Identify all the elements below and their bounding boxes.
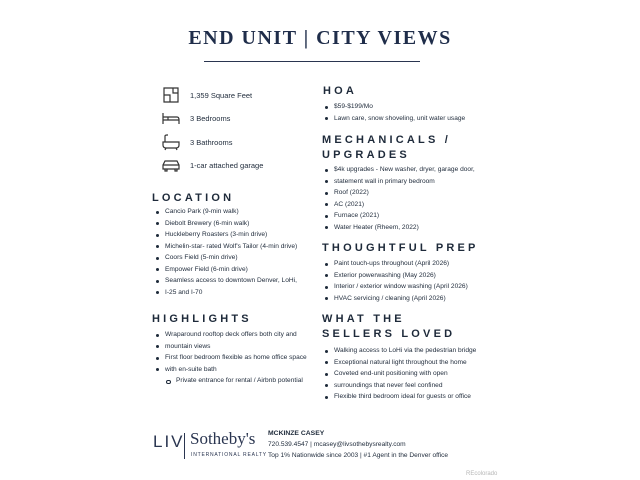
sellers-heading [322, 312, 455, 342]
list-item: Exterior powerwashing (May 2026) [323, 270, 468, 282]
list-item: Water Heater (Rheem, 2022) [323, 222, 475, 234]
feature-label: 3 Bathrooms [190, 137, 233, 147]
hoa-list [323, 101, 465, 124]
list-item: Furnace (2021) [323, 210, 475, 222]
watermark: REcolorado [466, 471, 498, 477]
list-item: Huckleberry Roasters (3-min drive) [154, 229, 297, 241]
bathtub-icon [161, 133, 181, 151]
brand-divider [184, 433, 185, 459]
list-item: Lawn care, snow shoveling, unit water usage [323, 113, 465, 125]
list-item: Exceptional natural light throughout the home [323, 357, 476, 369]
feature-label: 1,359 Square Feet [190, 90, 253, 100]
list-item: Diebolt Brewery (6-min walk) [154, 218, 297, 230]
heading-line: MECHANICALS / [322, 134, 451, 146]
feature-garage [161, 155, 263, 175]
bed-icon [161, 109, 181, 127]
list-item: mountain views [154, 341, 307, 353]
title-divider [204, 61, 420, 62]
floorplan-icon [161, 86, 181, 104]
mechanicals-heading [322, 133, 451, 163]
list-item: Seamless access to downtown Denver, LoHi, [154, 275, 297, 287]
location-list [154, 206, 297, 298]
feature-label: 1-car attached garage [190, 160, 264, 170]
location-heading: LOCATION [152, 192, 235, 204]
list-item: I-25 and I-70 [154, 287, 297, 299]
prep-list [323, 258, 468, 304]
agent-contact: 720.539.4547 | mcasey@livsothebysrealty.com [268, 441, 406, 448]
list-item: Empower Field (6-min drive) [154, 264, 297, 276]
agent-name: MCKINZE CASEY [268, 430, 325, 437]
list-item: with en-suite bath [154, 364, 307, 376]
list-item: Interior / exterior window washing (April 2026) [323, 281, 468, 293]
highlights-list [154, 329, 307, 387]
heading-line: WHAT THE [322, 313, 405, 325]
brand-subtitle: INTERNATIONAL REALTY [191, 452, 267, 458]
heading-line: UPGRADES [322, 149, 410, 161]
hoa-heading: HOA [323, 85, 358, 97]
list-item: Flexible third bedroom ideal for guests or office [323, 391, 476, 403]
page-title: END UNIT | CITY VIEWS [188, 27, 452, 49]
feature-square-feet [161, 85, 252, 105]
list-item: Wraparound rooftop deck offers both city and [154, 329, 307, 341]
list-item: surroundings that never feel confined [323, 380, 476, 392]
feature-bedrooms [161, 108, 230, 128]
brand-name: Sotheby's [190, 429, 256, 448]
car-icon [161, 156, 181, 174]
list-item: Cancio Park (9-min walk) [154, 206, 297, 218]
list-item: Michelin-star- rated Wolf's Tailor (4-min drive) [154, 241, 297, 253]
heading-line: SELLERS LOVED [322, 328, 456, 340]
list-item: Coveted end-unit positioning with open [323, 368, 476, 380]
list-item: Paint touch-ups throughout (April 2026) [323, 258, 468, 270]
mechanicals-list [323, 164, 475, 233]
list-item: Roof (2022) [323, 187, 475, 199]
sellers-list [323, 345, 476, 403]
list-item: Coors Field (5-min drive) [154, 252, 297, 264]
list-item: First floor bedroom flexible as home office space [154, 352, 307, 364]
list-item: $59-$199/Mo [323, 101, 465, 113]
prep-heading: THOUGHTFUL PREP [322, 242, 479, 254]
list-item: $4k upgrades - New washer, dryer, garage door, [323, 164, 475, 176]
highlights-heading: HIGHLIGHTS [152, 313, 252, 325]
agent-tagline: Top 1% Nationwide since 2003 | #1 Agent in the Denver office [268, 452, 449, 459]
feature-label: 3 Bedrooms [190, 113, 231, 123]
list-item: HVAC servicing / cleaning (April 2026) [323, 293, 468, 305]
brand-liv: LIV [153, 432, 185, 451]
feature-bathrooms [161, 132, 233, 152]
list-item: AC (2021) [323, 199, 475, 211]
list-item: Walking access to LoHi via the pedestrian bridge [323, 345, 476, 357]
list-item: statement wall in primary bedroom [323, 176, 475, 188]
list-subitem: Private entrance for rental / Airbnb potential [154, 375, 307, 387]
